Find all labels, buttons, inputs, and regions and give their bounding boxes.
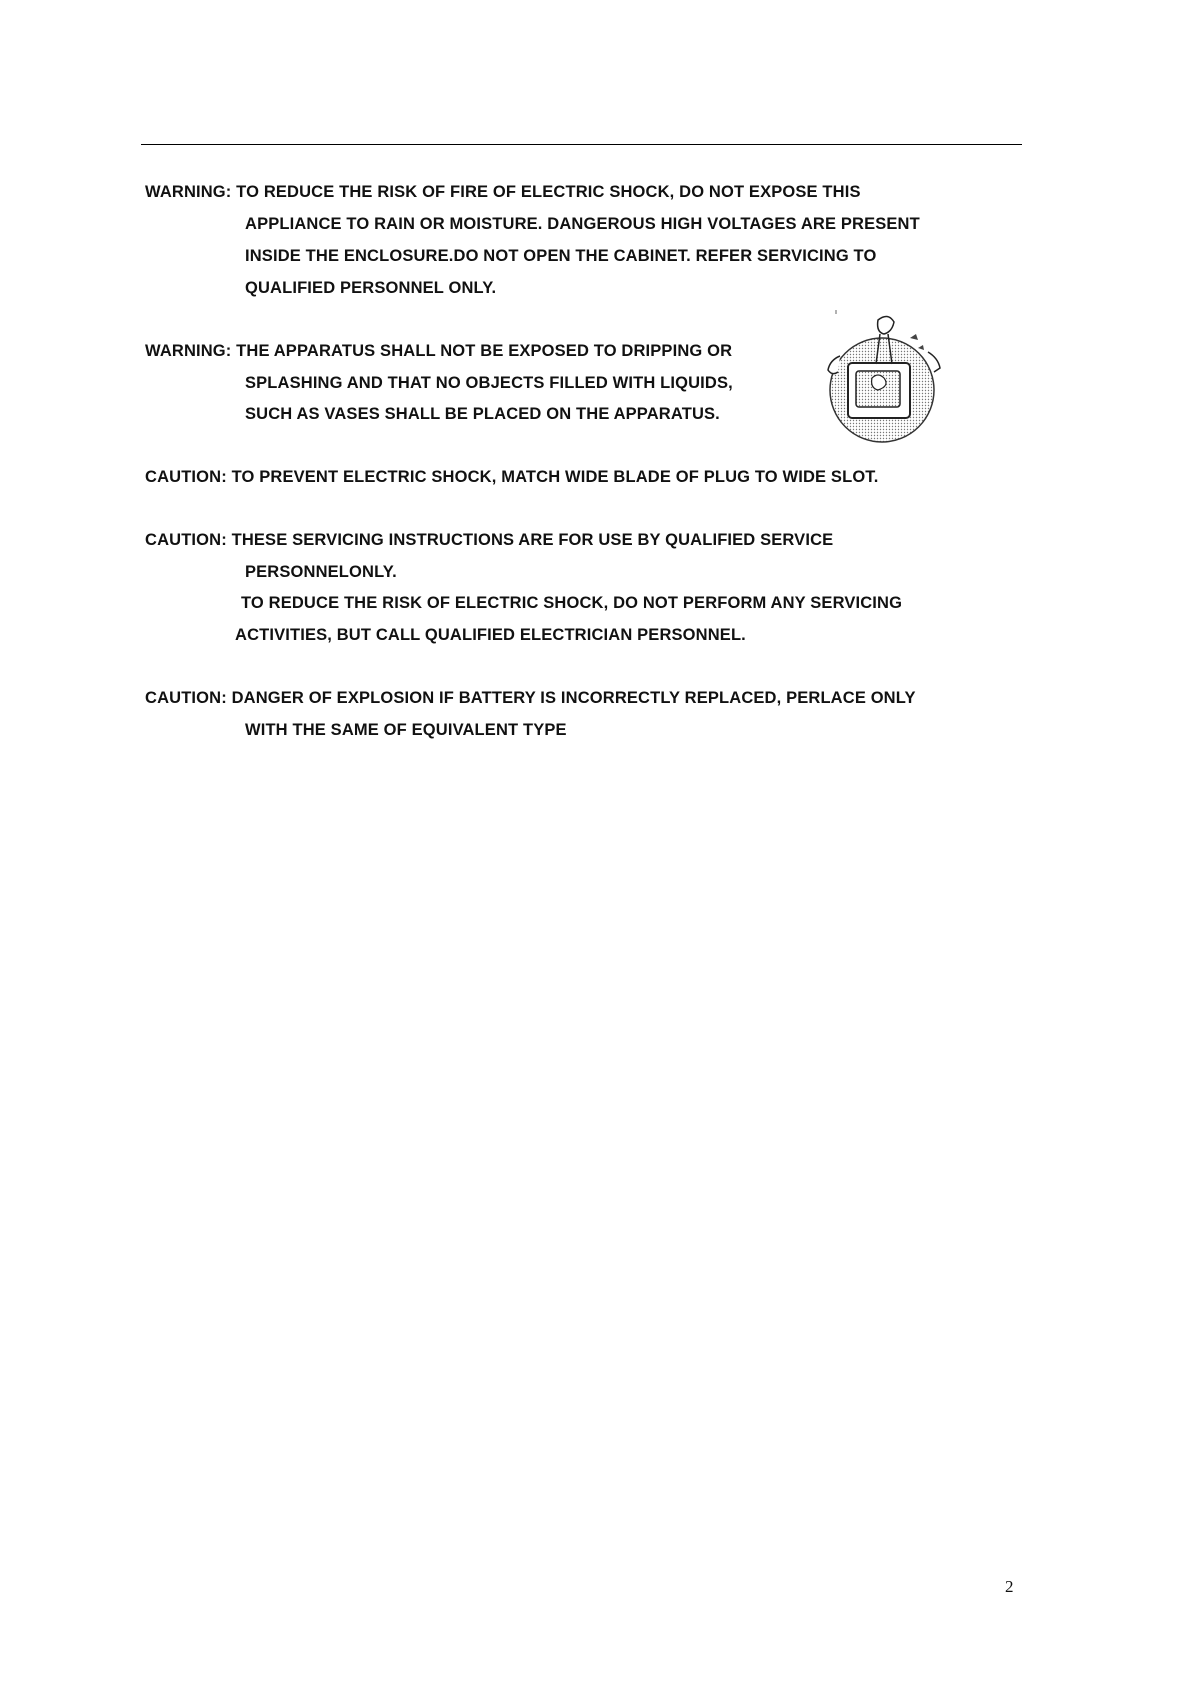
warning-1-line-4: QUALIFIED PERSONNEL ONLY. [245, 279, 497, 297]
caution-2-line-2: PERSONNELONLY. [245, 563, 397, 581]
vase-icon [878, 316, 894, 334]
caution-2-line-3: TO REDUCE THE RISK OF ELECTRIC SHOCK, DO NOT PERFORM ANY SERVICING [241, 594, 903, 612]
caution-1-line-1: CAUTION: TO PREVENT ELECTRIC SHOCK, MATCH WIDE BLADE OF PLUG TO WIDE SLOT. [145, 468, 879, 486]
header-rule [141, 144, 1022, 145]
warning-2-line-1: WARNING: THE APPARATUS SHALL NOT BE EXPOSED TO DRIPPING OR [145, 342, 733, 360]
caution-3-line-2: WITH THE SAME OF EQUIVALENT TYPE [245, 721, 567, 739]
warning-1-line-1: WARNING: TO REDUCE THE RISK OF FIRE OF ELECTRIC SHOCK, DO NOT EXPOSE THIS [145, 183, 861, 201]
page-number: 2 [1005, 1577, 1014, 1596]
warning-1-line-3: INSIDE THE ENCLOSURE.DO NOT OPEN THE CABINET. REFER SERVICING TO [245, 247, 877, 265]
warning-2-line-2: SPLASHING AND THAT NO OBJECTS FILLED WITH LIQUIDS, [245, 374, 733, 392]
tv-water-warning-illustration [810, 308, 960, 448]
caution-2-line-4: ACTIVITIES, BUT CALL QUALIFIED ELECTRICIAN PERSONNEL. [235, 626, 746, 644]
warning-1-line-2: APPLIANCE TO RAIN OR MOISTURE. DANGEROUS HIGH VOLTAGES ARE PRESENT [245, 215, 920, 233]
caution-2-line-1: CAUTION: THESE SERVICING INSTRUCTIONS ARE FOR USE BY QUALIFIED SERVICE [145, 531, 834, 549]
warning-2-line-3: SUCH AS VASES SHALL BE PLACED ON THE APPARATUS. [245, 405, 720, 423]
caution-3-line-1: CAUTION: DANGER OF EXPLOSION IF BATTERY IS INCORRECTLY REPLACED, PERLACE ONLY [145, 689, 916, 707]
